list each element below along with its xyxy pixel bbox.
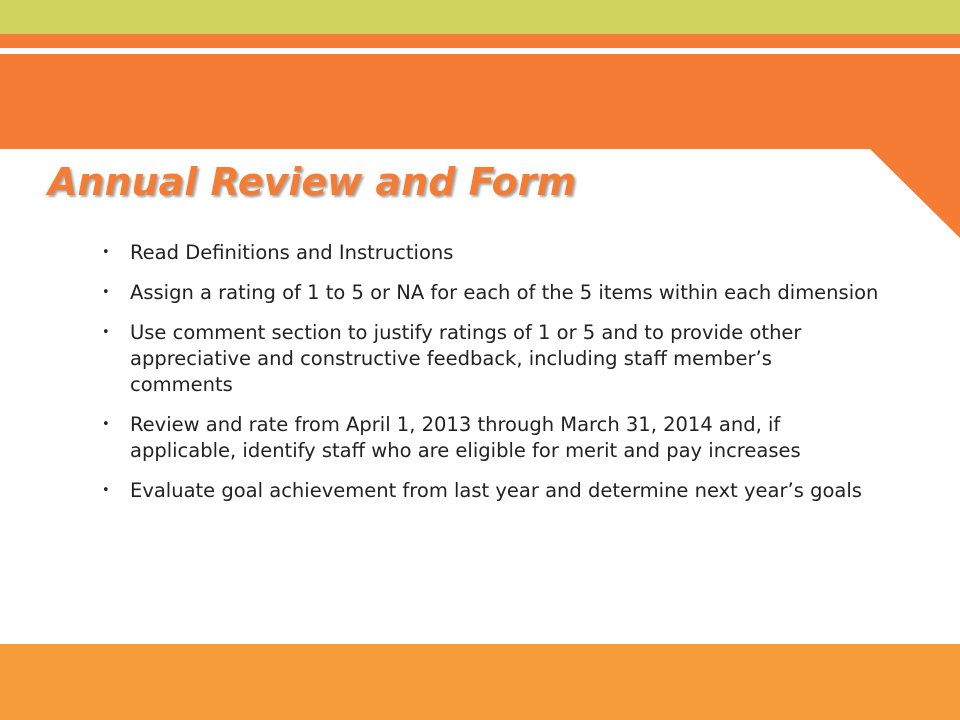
bullet-text: Evaluate goal achievement from last year and determine next year’s goals bbox=[130, 479, 862, 502]
bullet-text: Assign a rating of 1 to 5 or NA for each of the 5 items within each dimension bbox=[130, 281, 879, 304]
bullet-item bbox=[100, 478, 880, 504]
bullet-marker: • bbox=[102, 285, 110, 300]
bullet-item bbox=[100, 320, 880, 398]
bullet-item bbox=[100, 280, 880, 306]
bullet-marker: • bbox=[102, 325, 110, 340]
bullet-text: Use comment section to justify ratings of 1 or 5 and to provide other appreciative and constructive feedback, including staff member’s comments bbox=[130, 321, 802, 396]
bullet-text: Read Definitions and Instructions bbox=[130, 241, 454, 264]
bullet-marker: • bbox=[102, 245, 110, 260]
bullet-item bbox=[100, 240, 880, 266]
bullet-marker: • bbox=[102, 417, 110, 432]
footer-orange-band bbox=[0, 644, 960, 720]
slide-title: Annual Review and Form bbox=[48, 160, 577, 204]
bullet-item bbox=[100, 412, 880, 464]
bullet-text: Review and rate from April 1, 2013 through March 31, 2014 and, if applicable, identify staff who are eligible for merit and pay increases bbox=[130, 413, 801, 462]
bullet-list bbox=[100, 240, 880, 518]
bullet-marker: • bbox=[102, 483, 110, 498]
